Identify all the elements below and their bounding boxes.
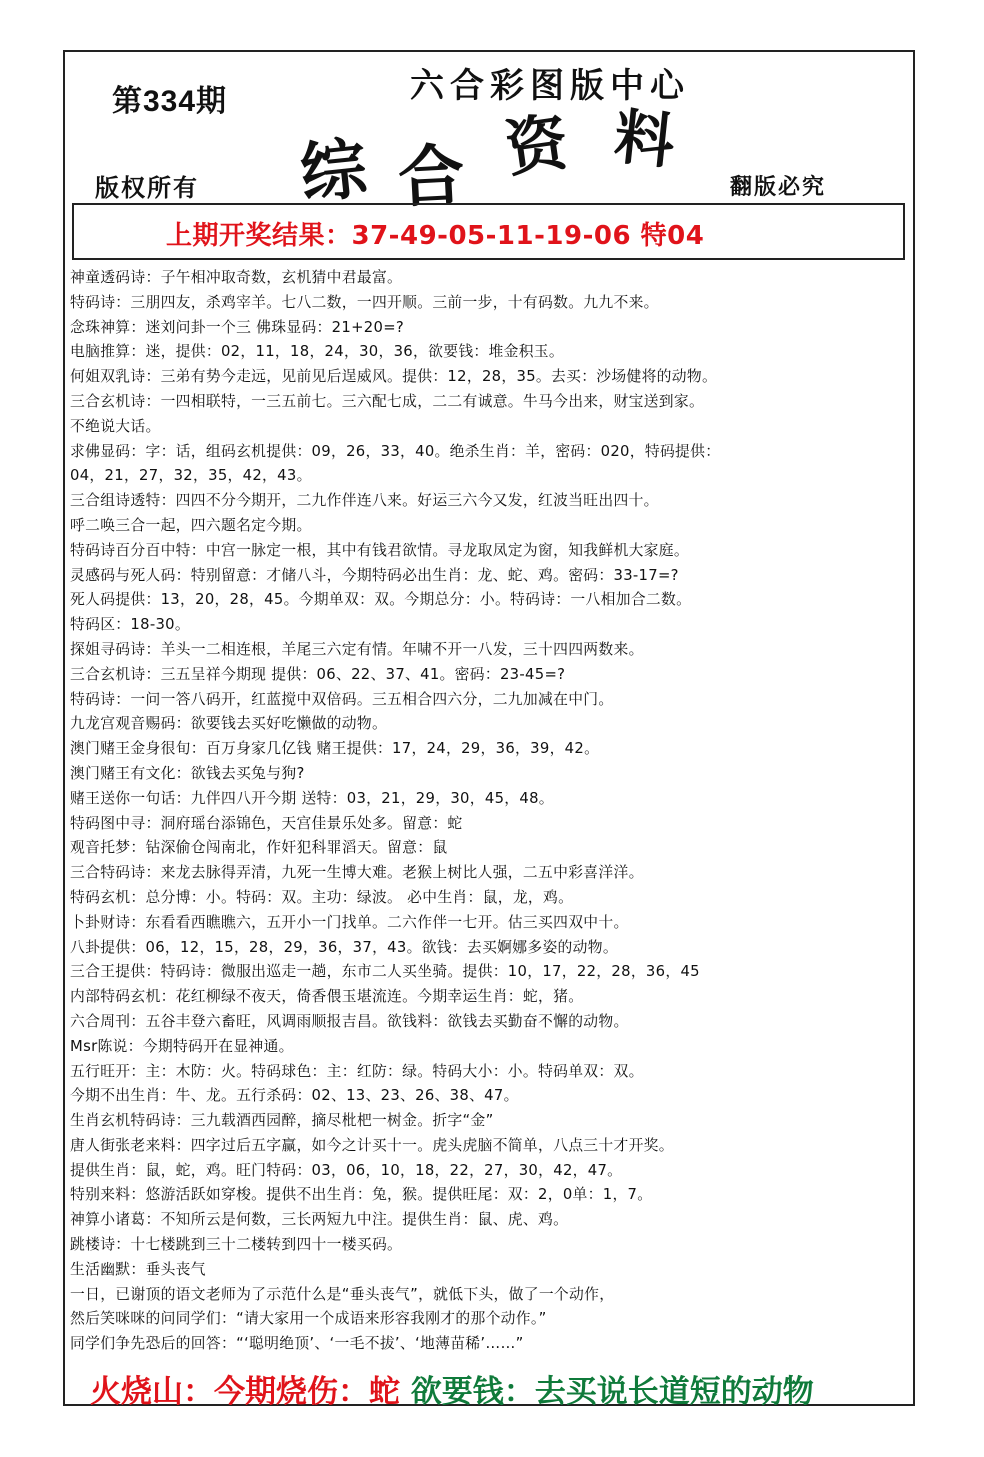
last-result-box (72, 203, 905, 260)
content-line: 特码图中寻：洞府瑶台添锦色，天宫佳景乐处多。留意：蛇 (70, 814, 463, 832)
content-line: 念珠神算：迷刘问卦一个三 佛珠显码：21+20=? (70, 318, 405, 336)
content-line: 今期不出生肖：牛、龙。五行杀码：02、13、23、26、38、47。 (70, 1087, 519, 1105)
content-body (70, 266, 912, 1357)
content-line: 生活幽默：垂头丧气 (70, 1260, 206, 1278)
content-line: 三合王提供：特码诗：微服出巡走一趟，东市二人买坐骑。提供：10，17，22，28，36，45 (70, 963, 700, 981)
content-line: 神算小诸葛：不知所云是何数，三长两短九中注。提供生肖：鼠、虎、鸡。 (70, 1211, 569, 1229)
footer-banner (90, 1366, 814, 1411)
content-line: 04，21，27，32，35，42，43。 (70, 467, 312, 485)
big-title-char: 资 (500, 104, 573, 186)
content-line: 五行旺开：主：木防：火。特码球色：主：红防：绿。特码大小：小。特码单双：双。 (70, 1062, 644, 1080)
content-line: 死人码提供：13，20，28，45。今期单双：双。今期总分：小。特码诗：一八相加合二数。 (70, 591, 692, 609)
content-line: 特码玄机：总分博：小。特码：双。主功：绿波。 必中生肖：鼠，龙，鸡。 (70, 888, 574, 906)
content-line: 电脑推算：迷，提供：02，11，18，24，30，36，欲要钱：堆金积玉。 (70, 343, 564, 361)
content-line: 九龙宫观音赐码：欲要钱去买好吃懒做的动物。 (70, 715, 388, 733)
content-line: 内部特码玄机：花红柳绿不夜天，倚香偎玉堪流连。今期幸运生肖：蛇，猪。 (70, 988, 584, 1006)
content-line: 探姐寻码诗：羊头一二相连根，羊尾三六定有情。年啸不开一八发，三十四四两数来。 (70, 640, 644, 658)
content-line: 三合玄机诗：一四相联特，一三五前七。三六配七成，二二有诚意。牛马今出来，财宝送到家。 (70, 392, 705, 410)
content-line: 澳门赌王金身很旬：百万身家几亿钱 赌王提供：17，24，29，36，39，42。 (70, 740, 600, 758)
content-line: 三合组诗透特：四四不分今期开，二九作伴连八来。好运三六今又发，红波当旺出四十。 (70, 492, 659, 510)
content-line: 同学们争先恐后的回答：“‘聪明绝顶’、‘一毛不拔’、‘地薄苗稀’……” (70, 1335, 524, 1353)
content-line: 生肖玄机特码诗：三九载酒西园醉，摘尽枇杷一树金。折字“金” (70, 1112, 494, 1130)
big-title-char: 合 (396, 135, 467, 217)
content-line: 特码诗：一问一答八码开，红蓝搅中双倍码。三五相合四六分，二九加减在中门。 (70, 690, 614, 708)
content-line: 不绝说大话。 (70, 417, 161, 435)
content-line: 赌王送你一句话：九伴四八开今期 送特：03，21，29，30，45，48。 (70, 789, 554, 807)
content-line: 灵感码与死人码：特别留意：才储八斗，今期特码必出生肖：龙、蛇、鸡。密码：33-17=? (70, 566, 679, 584)
content-line: 唐人街张老来料：四字过后五字赢，如今之计买十一。虎头虎脑不简单，八点三十才开奖。 (70, 1136, 674, 1154)
content-line: 特别来料：悠游活跃如穿梭。提供不出生肖：兔，猴。提供旺尾：双：2，0单：1，7。 (70, 1186, 653, 1204)
content-line: 呼二唤三合一起，四六题名定今期。 (70, 516, 312, 534)
content-line: 卜卦财诗：东看看西瞧瞧六，五开小一门找单。二六作伴一七开。估三买四双中十。 (70, 913, 629, 931)
content-line: 何姐双乳诗：三弟有势今走远，见前见后逞威风。提供：12，28，35。去买：沙场健将的动物。 (70, 368, 718, 386)
content-line: 特码区：18-30。 (70, 616, 190, 634)
content-line: 八卦提供：06，12，15，28，29，36，37，43。欲钱：去买婀娜多姿的动物。 (70, 938, 618, 956)
big-title-char: 综 (296, 128, 371, 214)
content-line: 跳楼诗：十七楼跳到三十二楼转到四十一楼买码。 (70, 1236, 403, 1254)
content-line: Msr陈说：今期特码开在显神通。 (70, 1037, 294, 1055)
content-line: 澳门赌王有文化：欲钱去买兔与狗? (70, 764, 305, 782)
content-line: 一日，已谢顶的语文老师为了示范什么是“垂头丧气”，就低下头，做了一个动作， (70, 1285, 615, 1303)
content-line: 特码诗百分百中特：中宫一脉定一根，其中有钱君欲情。寻龙取凤定为窗，知我鲜机大家庭。 (70, 541, 689, 559)
footer-red-text: 火烧山：今期烧伤：蛇 (90, 1374, 400, 1410)
content-line: 求佛显码：字：话，组码玄机提供：09，26，33，40。绝杀生肖：羊，密码：020，特码提供： (70, 442, 721, 460)
content-line: 神童透码诗：子午相冲取奇数，玄机猜中君最富。 (70, 269, 403, 286)
content-line: 特码诗：三朋四友，杀鸡宰羊。七八二数，一四开顺。三前一步，十有码数。九九不来。 (70, 293, 659, 311)
center-title: 六合彩图版中心 (410, 66, 690, 106)
last-result-text: 上期开奖结果：37-49-05-11-19-06 特04 (166, 221, 705, 251)
content-line: 提供生肖：鼠，蛇，鸡。旺门特码：03，06，10，18，22，27，30，42，47。 (70, 1161, 623, 1179)
content-line: 观音托梦：钻深偷仓闯南北，作奸犯科罪滔天。留意：鼠 (70, 839, 448, 857)
issue-number: 第334期 (112, 85, 228, 118)
content-line: 然后笑咪咪的问同学们：“请大家用一个成语来形容我刚才的那个动作。” (70, 1310, 547, 1328)
big-title-char: 料 (610, 102, 678, 178)
content-line: 三合特码诗：来龙去脉得弄清，九死一生博大难。老猴上树比人强，二五中彩喜洋洋。 (70, 864, 644, 882)
piracy-warning-label: 翻版必究 (730, 174, 827, 200)
copyright-label: 版权所有 (95, 173, 199, 202)
footer-green-text: 欲要钱：去买说长道短的动物 (410, 1374, 814, 1410)
content-line: 六合周刊：五谷丰登六畜旺，风调雨顺报吉昌。欲钱料：欲钱去买勤奋不懈的动物。 (70, 1012, 629, 1030)
content-line: 三合玄机诗：三五呈祥今期现 提供：06、22、37、41。密码：23-45=? (70, 665, 566, 683)
